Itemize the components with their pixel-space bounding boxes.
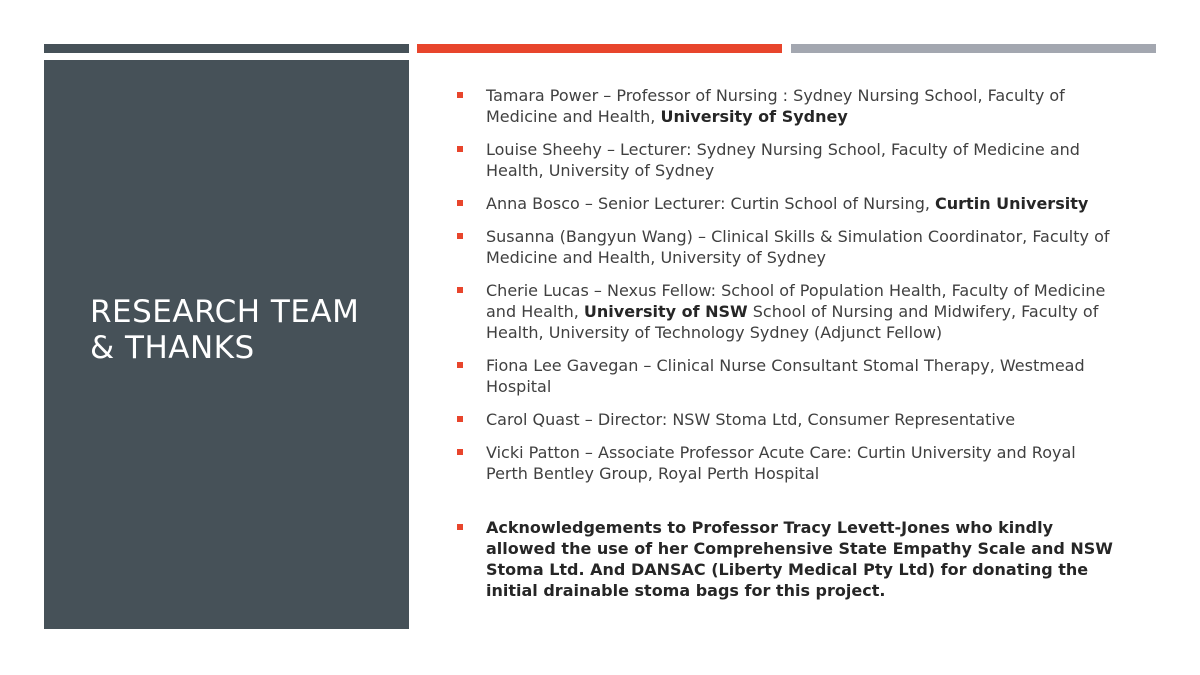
bullet-square-icon bbox=[457, 92, 463, 98]
bullet-square-icon bbox=[457, 524, 463, 530]
team-list bbox=[454, 85, 1114, 601]
acknowledgement-item bbox=[454, 517, 1114, 601]
member-text: Carol Quast – Director: NSW Stoma Ltd, Consumer Representative bbox=[486, 410, 1016, 429]
member-bold-text: Curtin University bbox=[935, 194, 1089, 213]
bullet-square-icon bbox=[457, 146, 463, 152]
team-member-item bbox=[454, 409, 1114, 430]
member-text: Vicki Patton – Associate Professor Acute Care: Curtin University and Royal Perth Bentley Group, Royal Perth Hospital bbox=[486, 443, 1076, 483]
bullet-square-icon bbox=[457, 287, 463, 293]
member-text: Fiona Lee Gavegan – Clinical Nurse Consultant Stomal Therapy, Westmead Hospital bbox=[486, 356, 1085, 396]
top-stripe-grey bbox=[791, 44, 1156, 53]
member-text: Tamara Power – Professor of Nursing : Sydney Nursing School, Faculty of Medicine and Health, bbox=[486, 86, 1065, 126]
member-bold-text: University of NSW bbox=[583, 302, 748, 321]
member-bold-text: University of Sydney bbox=[660, 107, 848, 126]
team-member-item bbox=[454, 193, 1114, 214]
team-member-item bbox=[454, 442, 1114, 484]
team-member-item bbox=[454, 355, 1114, 397]
bullet-square-icon bbox=[457, 449, 463, 455]
slide-title-line-2: & THANKS bbox=[90, 330, 255, 366]
acknowledgement-text: Acknowledgements to Professor Tracy Levett-Jones who kindly allowed the use of her Comprehensive State Empathy Scale and NSW Stoma Ltd. And DANSAC (Liberty Medical Pty Ltd) for donating the initial drainable stoma bags for this project. bbox=[486, 518, 1113, 600]
bullet-square-icon bbox=[457, 416, 463, 422]
member-text-after: School of Nursing and Midwifery, Faculty of Health, University of Technology Sydney (Adjunct Fellow) bbox=[486, 302, 1099, 342]
member-text: Anna Bosco – Senior Lecturer: Curtin School of Nursing, bbox=[486, 194, 936, 213]
team-member-item bbox=[454, 226, 1114, 268]
team-member-item bbox=[454, 280, 1114, 343]
bullet-square-icon bbox=[457, 362, 463, 368]
member-text: Susanna (Bangyun Wang) – Clinical Skills & Simulation Coordinator, Faculty of Medicine and Health, University of Sydney bbox=[486, 227, 1110, 267]
slide-title-line-1: RESEARCH TEAM bbox=[90, 294, 360, 330]
content-area bbox=[454, 85, 1114, 613]
team-member-item bbox=[454, 139, 1114, 181]
member-text: Cherie Lucas – Nexus Fellow: School of Population Health, Faculty of Medicine and Health, bbox=[486, 281, 1106, 321]
top-stripe-dark bbox=[44, 44, 409, 53]
bullet-square-icon bbox=[457, 233, 463, 239]
bullet-square-icon bbox=[457, 200, 463, 206]
top-stripe-orange bbox=[417, 44, 782, 53]
slide-title bbox=[90, 294, 390, 366]
title-panel bbox=[44, 60, 409, 629]
member-text: Louise Sheehy – Lecturer: Sydney Nursing School, Faculty of Medicine and Health, University of Sydney bbox=[486, 140, 1080, 180]
team-member-item bbox=[454, 85, 1114, 127]
